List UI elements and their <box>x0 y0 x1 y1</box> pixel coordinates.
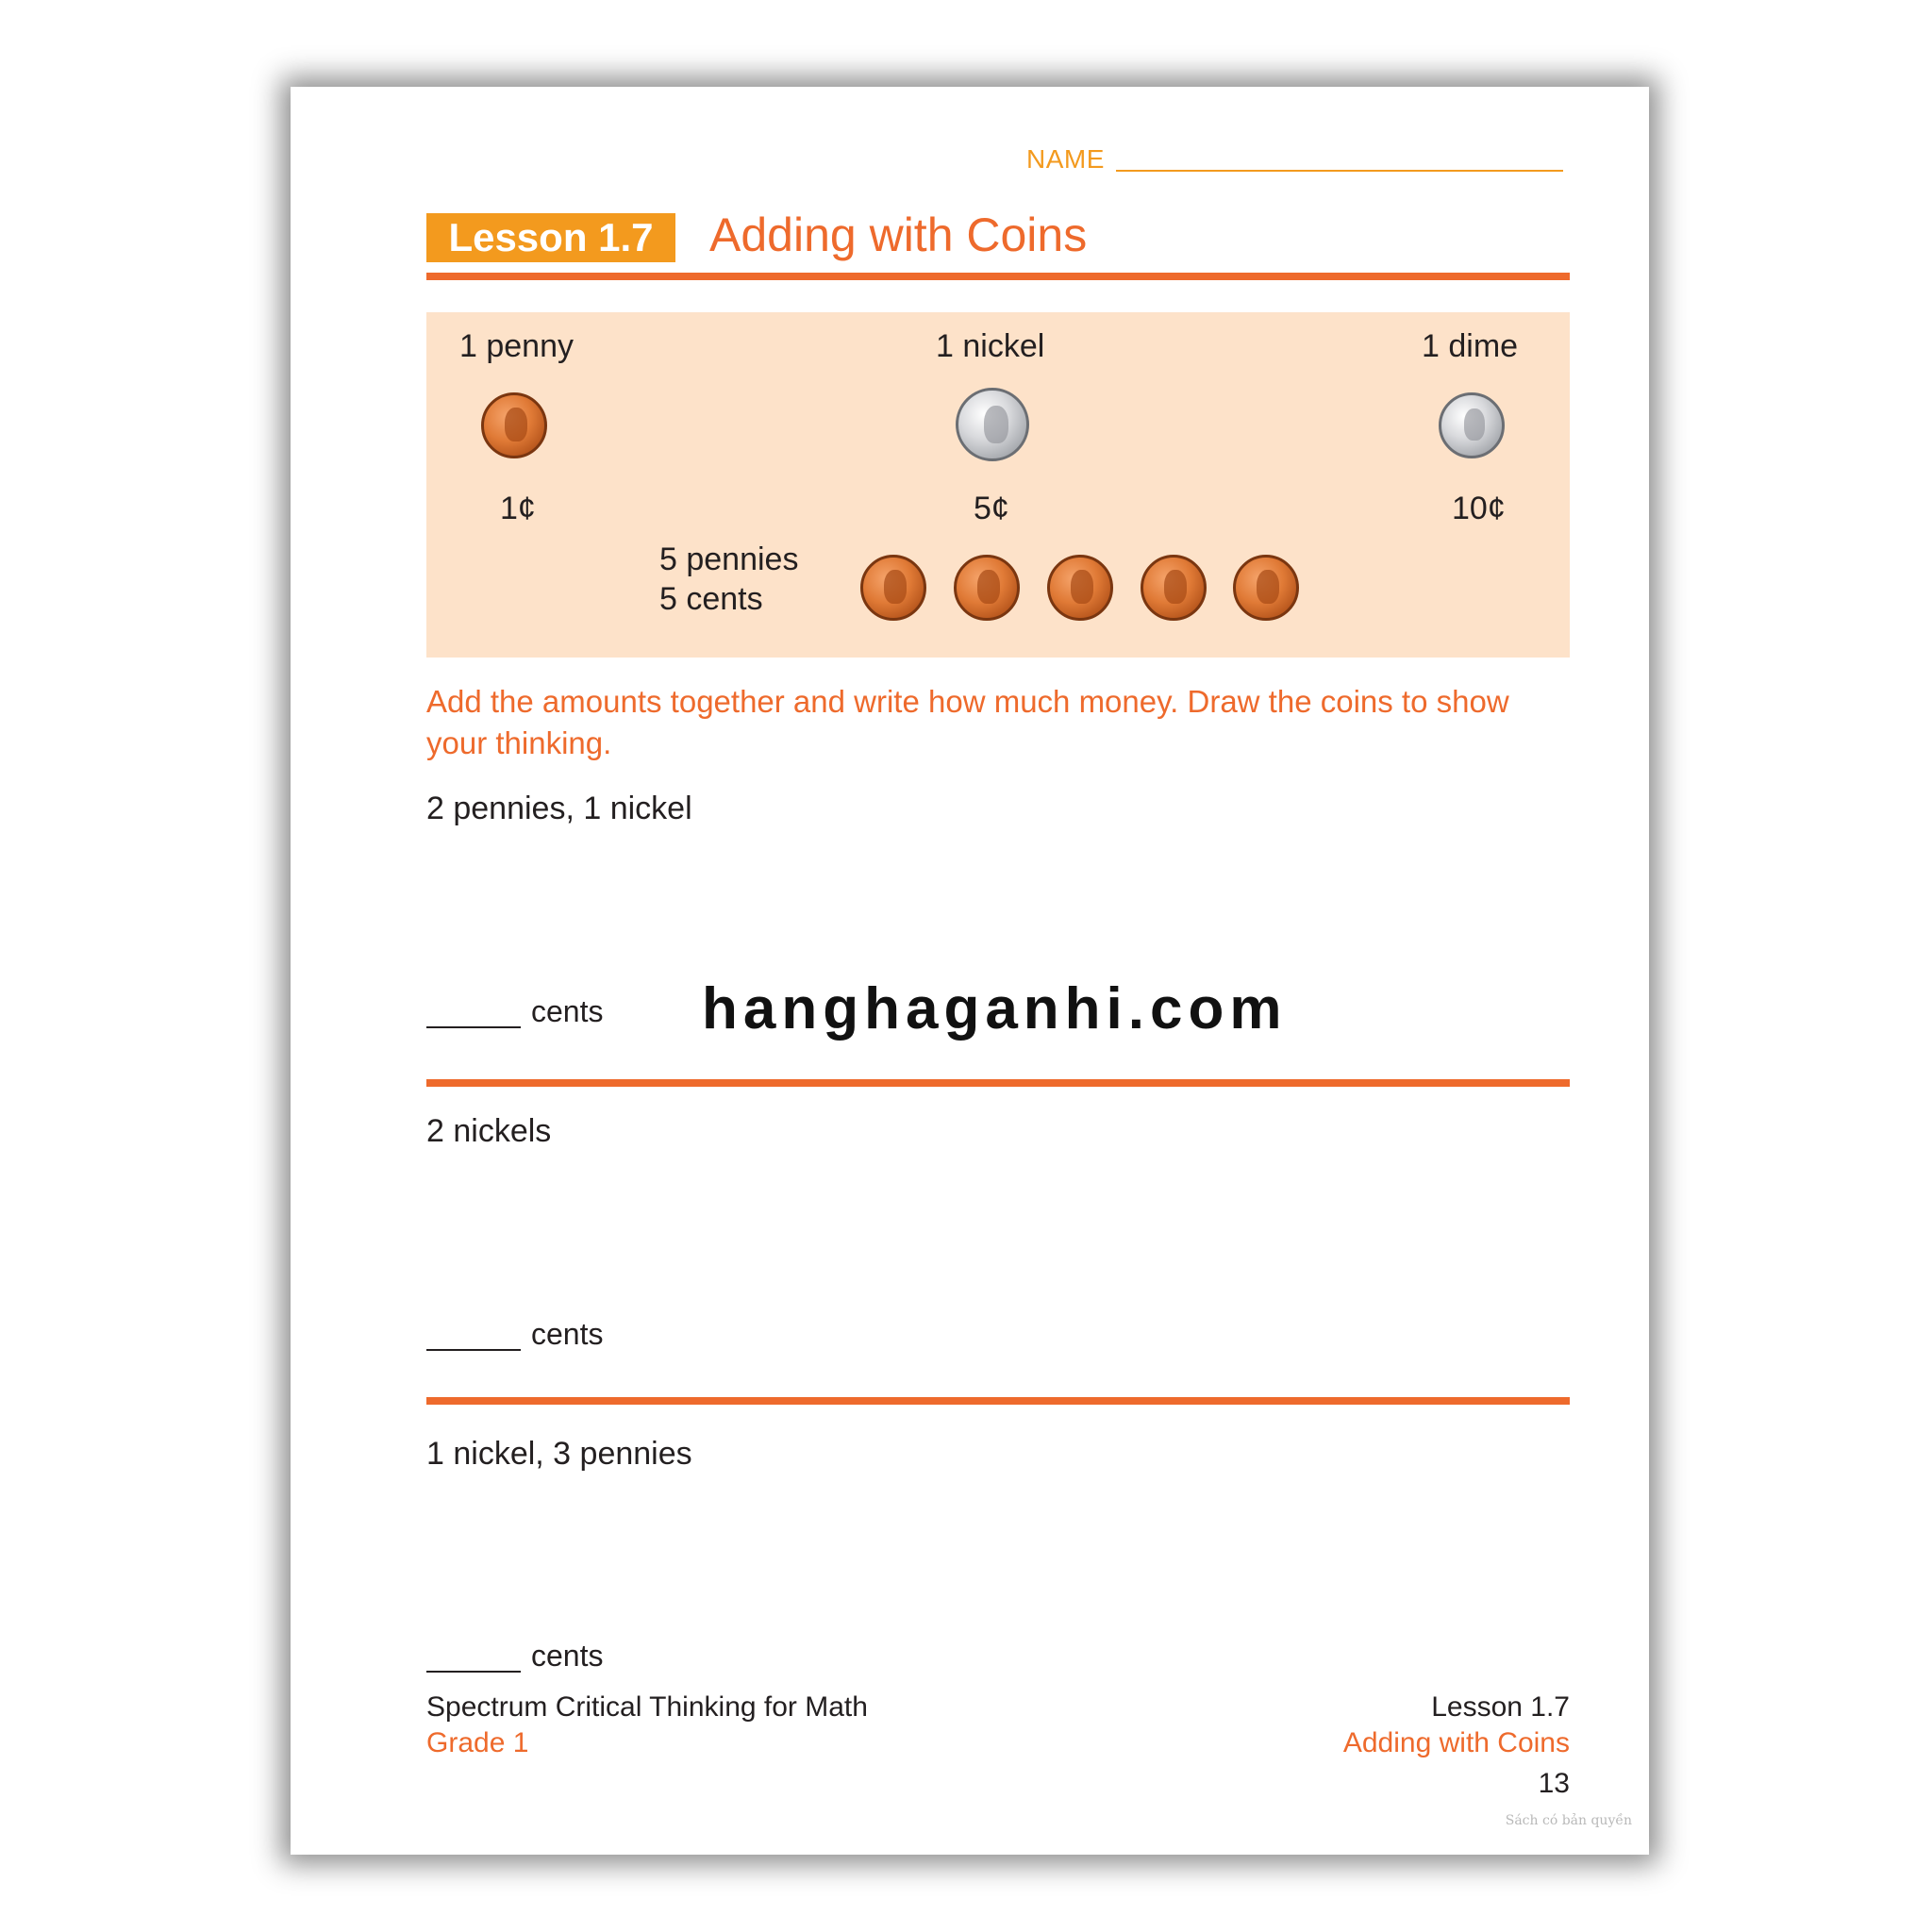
question-3-answer-blank[interactable] <box>426 1671 521 1673</box>
section-divider <box>426 1079 1570 1087</box>
section-divider <box>426 1397 1570 1405</box>
penny-value: 1¢ <box>500 491 536 526</box>
page-number: 13 <box>1538 1768 1570 1799</box>
penny-coin-icon <box>481 392 547 458</box>
watermark-text: hanghaganhi.com <box>702 976 1288 1041</box>
nickel-label: 1 nickel <box>936 328 1045 364</box>
dime-value: 10¢ <box>1452 491 1506 526</box>
footer-lesson: Lesson 1.7 <box>1431 1691 1570 1723</box>
question-2-unit: cents <box>531 1317 604 1351</box>
question-1-answer-blank[interactable] <box>426 1026 521 1028</box>
lesson-badge: Lesson 1.7 <box>426 213 675 262</box>
penny-coin-icon <box>1233 555 1299 621</box>
penny-coin-icon <box>1141 555 1207 621</box>
five-cents-label: 5 cents <box>659 581 763 617</box>
penny-label: 1 penny <box>459 328 574 364</box>
lesson-title: Adding with Coins <box>709 208 1088 261</box>
question-1-unit: cents <box>531 994 604 1028</box>
question-1-prompt: 2 pennies, 1 nickel <box>426 791 692 826</box>
penny-coin-icon <box>954 555 1020 621</box>
dime-label: 1 dime <box>1422 328 1519 364</box>
nickel-coin-icon <box>956 388 1029 461</box>
title-rule <box>426 273 1570 280</box>
name-answer-line <box>1116 170 1563 172</box>
footer-book-title: Spectrum Critical Thinking for Math <box>426 1691 868 1723</box>
question-3-unit: cents <box>531 1639 604 1673</box>
footer-grade: Grade 1 <box>426 1727 529 1758</box>
penny-coin-icon <box>860 555 926 621</box>
footer-lesson-title: Adding with Coins <box>1342 1727 1570 1758</box>
dime-coin-icon <box>1439 392 1505 458</box>
copyright-note: Sách có bản quyền <box>1505 1813 1632 1828</box>
question-3-prompt: 1 nickel, 3 pennies <box>426 1436 692 1472</box>
name-label: NAME <box>1026 144 1105 174</box>
question-2-prompt: 2 nickels <box>426 1113 552 1149</box>
question-2-answer-blank[interactable] <box>426 1349 521 1351</box>
five-pennies-label: 5 pennies <box>659 541 799 577</box>
penny-coin-icon <box>1047 555 1113 621</box>
nickel-value: 5¢ <box>974 491 1009 526</box>
instruction-text: Add the amounts together and write how much money. Draw the coins to show your thinking. <box>426 684 1509 760</box>
